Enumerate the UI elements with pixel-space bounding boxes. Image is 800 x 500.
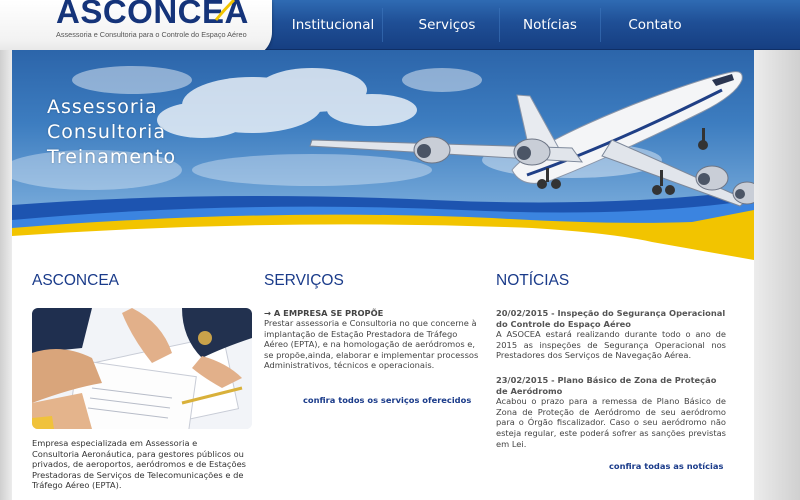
nav-separator xyxy=(499,8,500,42)
banner-line-2: Consultoria xyxy=(47,121,166,143)
nav-institucional[interactable]: Institucional xyxy=(291,17,375,33)
news-title: NOTÍCIAS xyxy=(496,272,570,289)
meeting-illustration xyxy=(32,308,252,429)
news-item-text: A ASOCEA estará realizando durante todo o ano de 2015 as inspeções de Segurança Operacional nos Prestadores dos Serviços de Navegação Aérea. xyxy=(496,329,726,361)
logo-star-icon xyxy=(214,0,236,22)
about-text: Empresa especializada em Assessoria e Consultoria Aeronáutica, para gestores públicos ou privados, de aeroportos, aeródromos e de Estações Prestadoras de Serviços de Telecomunicações e de Tráfego Aéreo (EPTA). xyxy=(32,438,247,491)
news-item xyxy=(496,308,726,361)
all-services-link[interactable]: confira todos os serviços oferecidos xyxy=(303,395,472,405)
banner-line-3: Treinamento xyxy=(47,146,177,168)
nav-contato[interactable]: Contato xyxy=(628,17,682,33)
nav-noticias[interactable]: Notícias xyxy=(523,17,577,33)
left-page-gutter xyxy=(0,50,12,500)
services-heading: → A EMPRESA SE PROPÕE xyxy=(264,308,384,318)
logo-wordmark: ASCONCEA xyxy=(56,0,249,30)
nav-servicos[interactable]: Serviços xyxy=(418,17,476,33)
all-news-link[interactable]: confira todas as notícias xyxy=(609,461,724,471)
hero-banner xyxy=(12,50,754,260)
news-item xyxy=(496,375,726,449)
news-item-title[interactable]: 20/02/2015 - Inspeção do Segurança Operacional do Controle do Espaço Aéreo xyxy=(496,308,726,329)
airplane-icon xyxy=(310,72,754,206)
logo-tagline: Assessoria e Consultoria para o Controle do Espaço Aéreo xyxy=(56,30,247,39)
banner-line-1: Assessoria xyxy=(47,96,158,118)
services-title: SERVIÇOS xyxy=(264,272,344,289)
news-item-title[interactable]: 23/02/2015 - Plano Básico de Zona de Proteção de Aeródromo xyxy=(496,375,717,396)
nav-separator xyxy=(382,8,383,42)
news-item-text: Acabou o prazo para a remessa de Plano Básico de Zona de Proteção de Aeródromo de seu aeródromo para o Órgão fiscalizador. Caso o seu aeródromo não esteja regular, este poderá sofrer as sanções previstas em Lei. xyxy=(496,396,726,449)
main-content xyxy=(12,260,754,500)
right-page-gutter xyxy=(754,50,800,500)
services-text: Prestar assessoria e Consultoria no que concerne à implantação de Estação Prestadora de Tráfego Aéreo (EPTA), e na homologação de aeródromos e, se propõe,ainda, elaborar e implementar processos Administrativos, técnicos e operacionais. xyxy=(264,318,479,371)
business-meeting-photo xyxy=(32,308,252,429)
nav-separator xyxy=(600,8,601,42)
about-title: ASCONCEA xyxy=(32,272,119,289)
